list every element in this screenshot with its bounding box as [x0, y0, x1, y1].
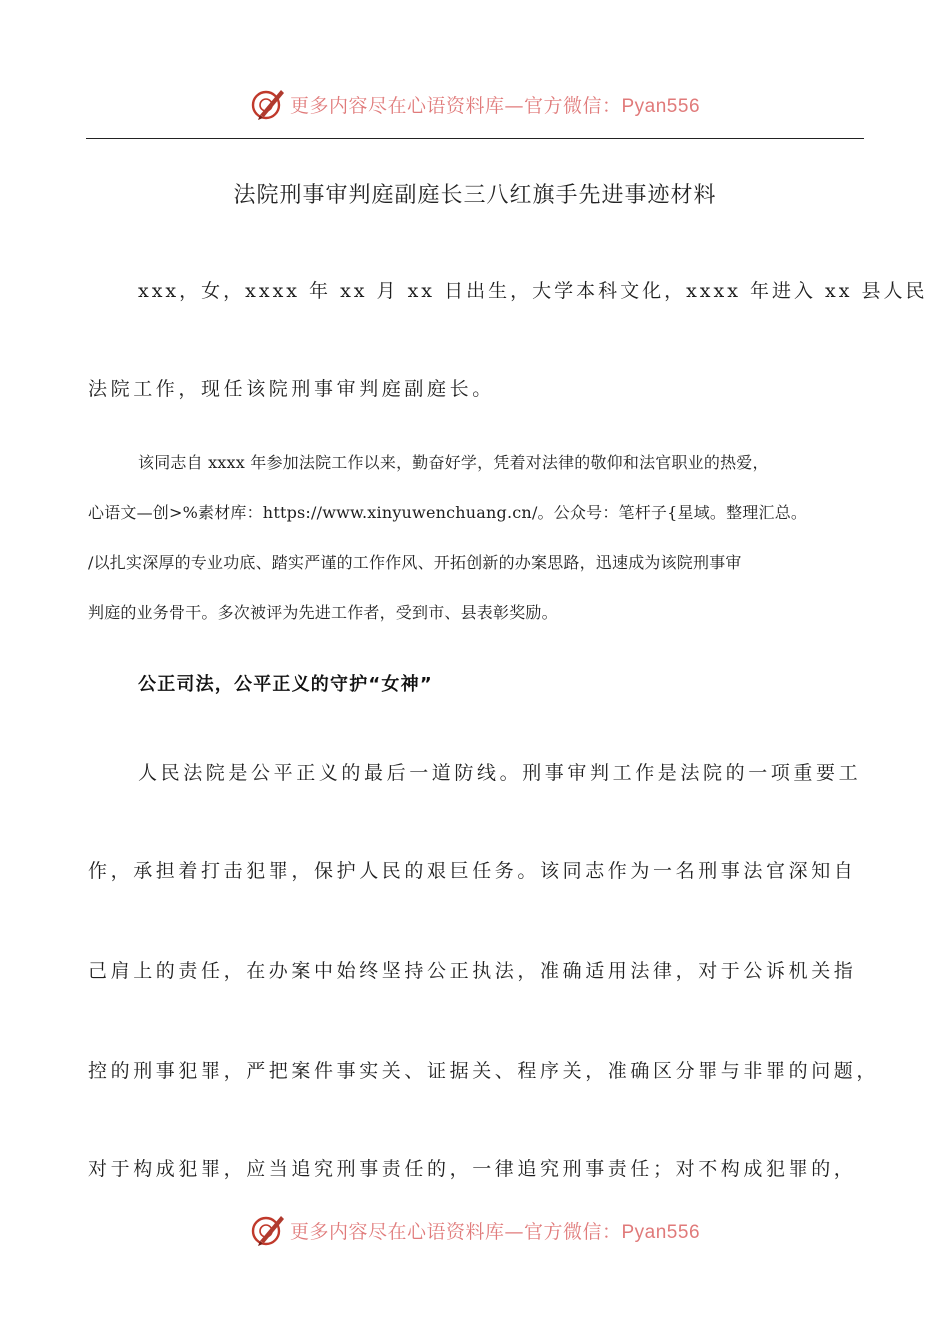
- paragraph2-line-2: 心语文—创>%素材库：https://www.xinyuwenchuang.cn/。公众号：笔杆子{星域。整理汇总。: [88, 503, 808, 522]
- paragraph3-line-3: 己肩上的责任，在办案中始终坚持公正执法，准确适用法律，对于公诉机关指: [88, 960, 857, 982]
- header-banner: [0, 84, 950, 124]
- footer-banner: [0, 1210, 950, 1250]
- pen-logo-icon: [250, 1213, 286, 1247]
- section-heading: 公正司法，公平正义的守护“女神”: [138, 674, 433, 695]
- header-banner-text: [290, 91, 700, 118]
- paragraph3-line-2: 作，承担着打击犯罪，保护人民的艰巨任务。该同志作为一名刑事法官深知自: [88, 860, 857, 882]
- paragraph2-line-4: 判庭的业务骨干。多次被评为先进工作者，受到市、县表彰奖励。: [88, 603, 558, 622]
- header-wechat-id: Pyan556: [621, 95, 701, 117]
- header-rule: [86, 138, 864, 139]
- paragraph1-line-1: xxx，女，xxxx 年 xx 月 xx 日出生，大学本科文化，xxxx 年进入 xx 县人民: [138, 280, 928, 302]
- footer-wechat-id: Pyan556: [621, 1221, 701, 1243]
- header-site-text: 更多内容尽在心语资料库—官方微信：: [289, 94, 622, 117]
- paragraph2-line-1: 该同志自 xxxx 年参加法院工作以来，勤奋好学，凭着对法律的敬仰和法官职业的热爱，: [138, 453, 769, 472]
- paragraph1-line-2: 法院工作，现任该院刑事审判庭副庭长。: [88, 378, 495, 400]
- pen-logo-icon: [250, 87, 286, 121]
- paragraph3-line-4: 控的刑事犯罪，严把案件事实关、证据关、程序关，准确区分罪与非罪的问题，: [88, 1060, 880, 1082]
- footer-site-text: 更多内容尽在心语资料库—官方微信：: [289, 1220, 622, 1243]
- paragraph3-line-5: 对于构成犯罪，应当追究刑事责任的，一律追究刑事责任；对不构成犯罪的，: [88, 1158, 857, 1180]
- paragraph2-line-3: /以扎实深厚的专业功底、踏实严谨的工作作风、开拓创新的办案思路，迅速成为该院刑事审: [88, 553, 742, 572]
- footer-banner-text: [290, 1217, 700, 1244]
- paragraph3-line-1: 人民法院是公平正义的最后一道防线。刑事审判工作是法院的一项重要工: [138, 762, 862, 784]
- document-title: 法院刑事审判庭副庭长三八红旗手先进事迹材料: [233, 183, 717, 208]
